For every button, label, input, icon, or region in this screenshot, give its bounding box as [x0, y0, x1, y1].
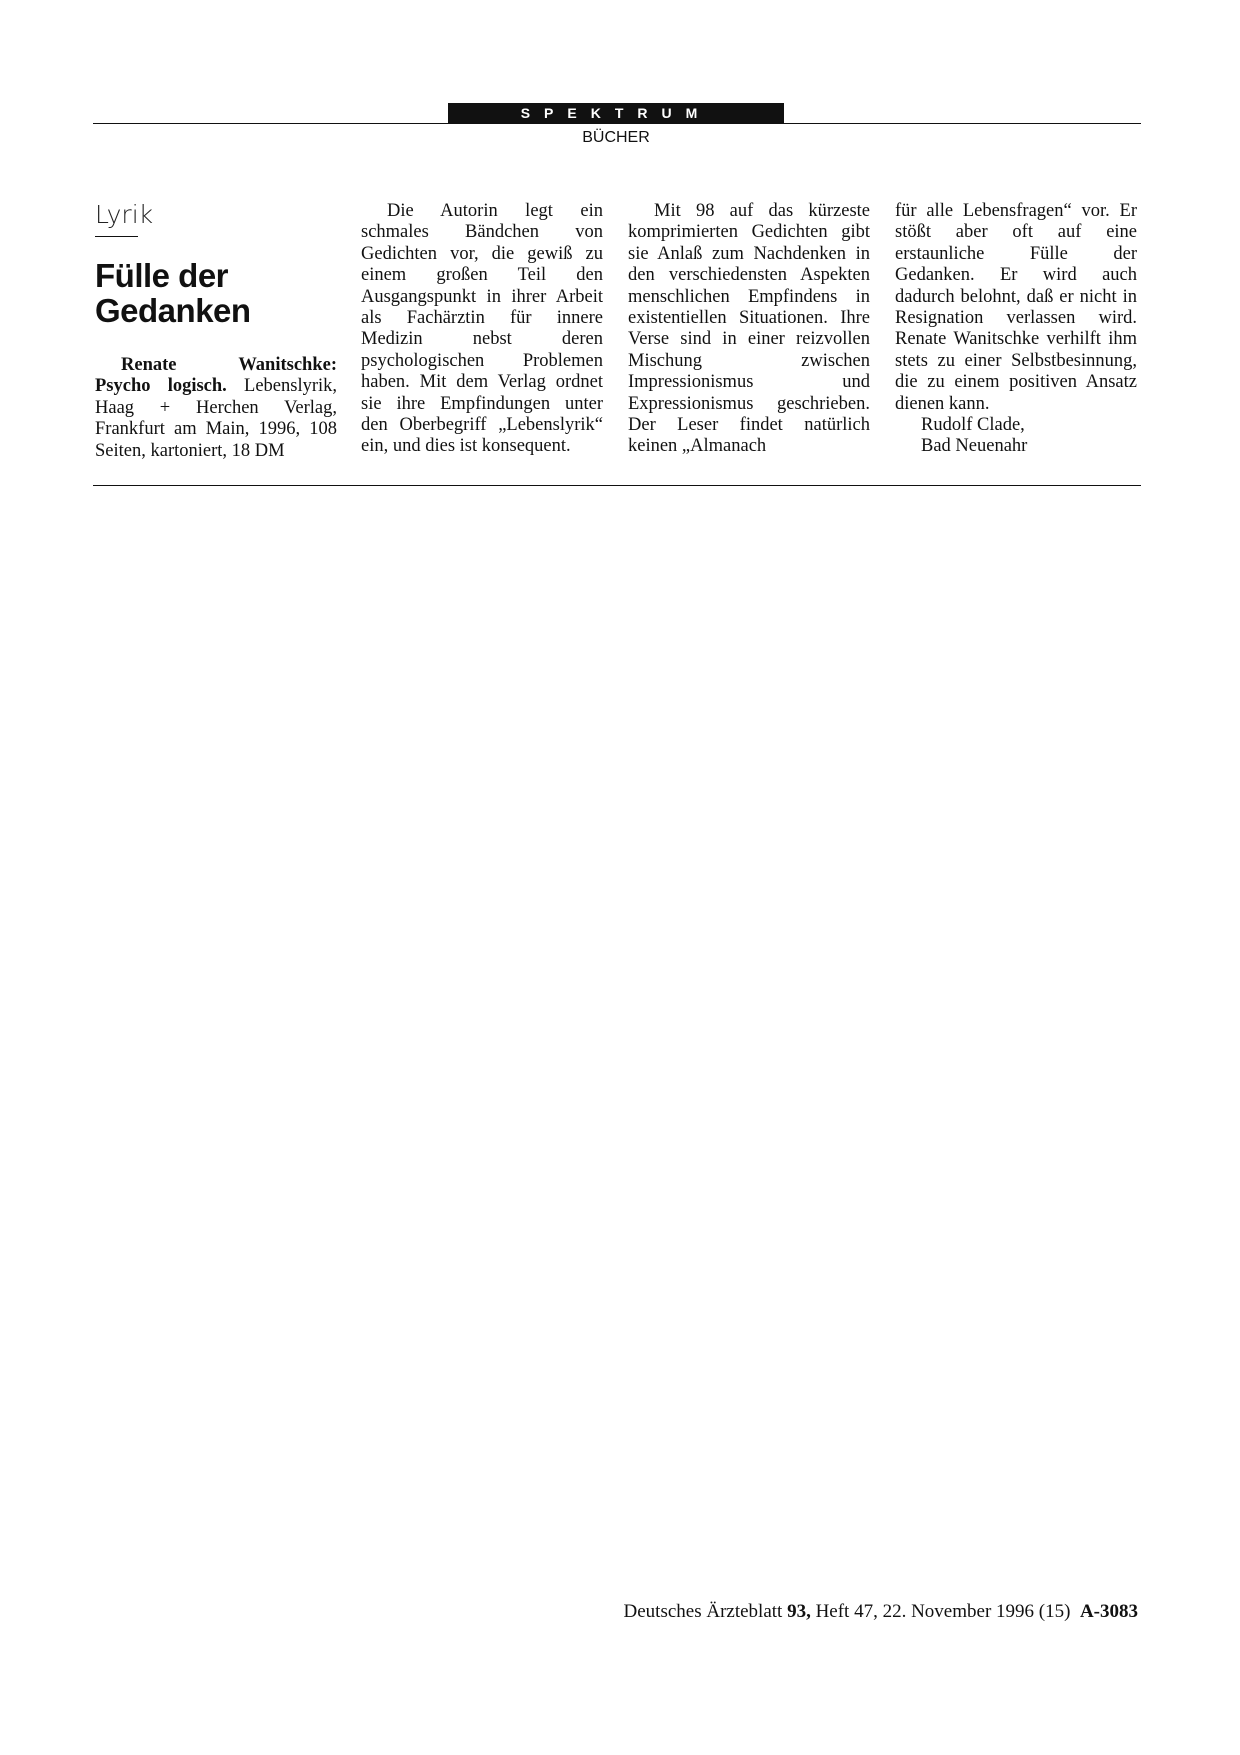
author-name: Rudolf Clade, [921, 415, 1025, 436]
body-paragraph-2-cont: für alle Lebensfragen“ vor. Er stößt aber oft auf eine erstaunliche Fülle der Gedanken. Er wird auch dadurch belohnt, daß er nicht in Resignation verlassen wird. Renate Wanitschke verhilft ihm stets zu einer Selbstbesinnung, die zu einem positiven Ansatz dienen kann. [895, 201, 1137, 414]
article-headline: Fülle der Gedanken [95, 257, 251, 329]
article-kicker: Lyrik [95, 200, 154, 229]
article-column-3 [628, 201, 870, 458]
journal-name: Deutsches Ärzteblatt [623, 1601, 783, 1622]
bottom-rule [93, 485, 1141, 486]
article-column-2 [361, 201, 603, 458]
spektrum-band: SPEKTRUM [448, 103, 784, 123]
reference-title: Renate Wanitschke: Psycho logisch. [95, 355, 337, 397]
body-paragraph-1: Die Autorin legt ein schmales Bändchen von Gedichten vor, die gewiß zu einem großen Teil den Ausgangspunkt in ihrer Arbeit als Fachärztin für innere Medizin nebst deren psychologischen Problemen haben. Mit dem Verlag ordnet sie ihre Empfindungen unter den Oberbegriff „Lebenslyrik“ ein, und dies ist konsequent. [361, 201, 603, 457]
top-rule [93, 123, 1141, 124]
article-column-4 [895, 201, 1137, 458]
book-reference [95, 355, 337, 462]
body-paragraph-2: Mit 98 auf das kürzeste komprimierten Gedichten gibt sie Anlaß zum Nachdenken in den verschiedensten Aspekten menschlichen Empfindens in existentiellen Situationen. Ihre Verse sind in einer reizvollen Mischung zwischen Impressionismus und Expressionismus geschrieben. Der Leser findet natürlich keinen „Almanach [628, 201, 870, 457]
section-label: BÜCHER [582, 129, 650, 146]
kicker-underline [95, 236, 138, 237]
author-place: Bad Neuenahr [921, 436, 1028, 457]
journal-volume: 93, [787, 1601, 811, 1622]
reference-details: Lebenslyrik, Haag + Herchen Verlag, Frankfurt am Main, 1996, 108 Seiten, kartoniert, 18 DM [95, 376, 338, 461]
page-number: A-3083 [1079, 1601, 1138, 1622]
page-footer [624, 1601, 1138, 1623]
journal-issue: Heft 47, 22. November 1996 (15) [815, 1601, 1071, 1622]
